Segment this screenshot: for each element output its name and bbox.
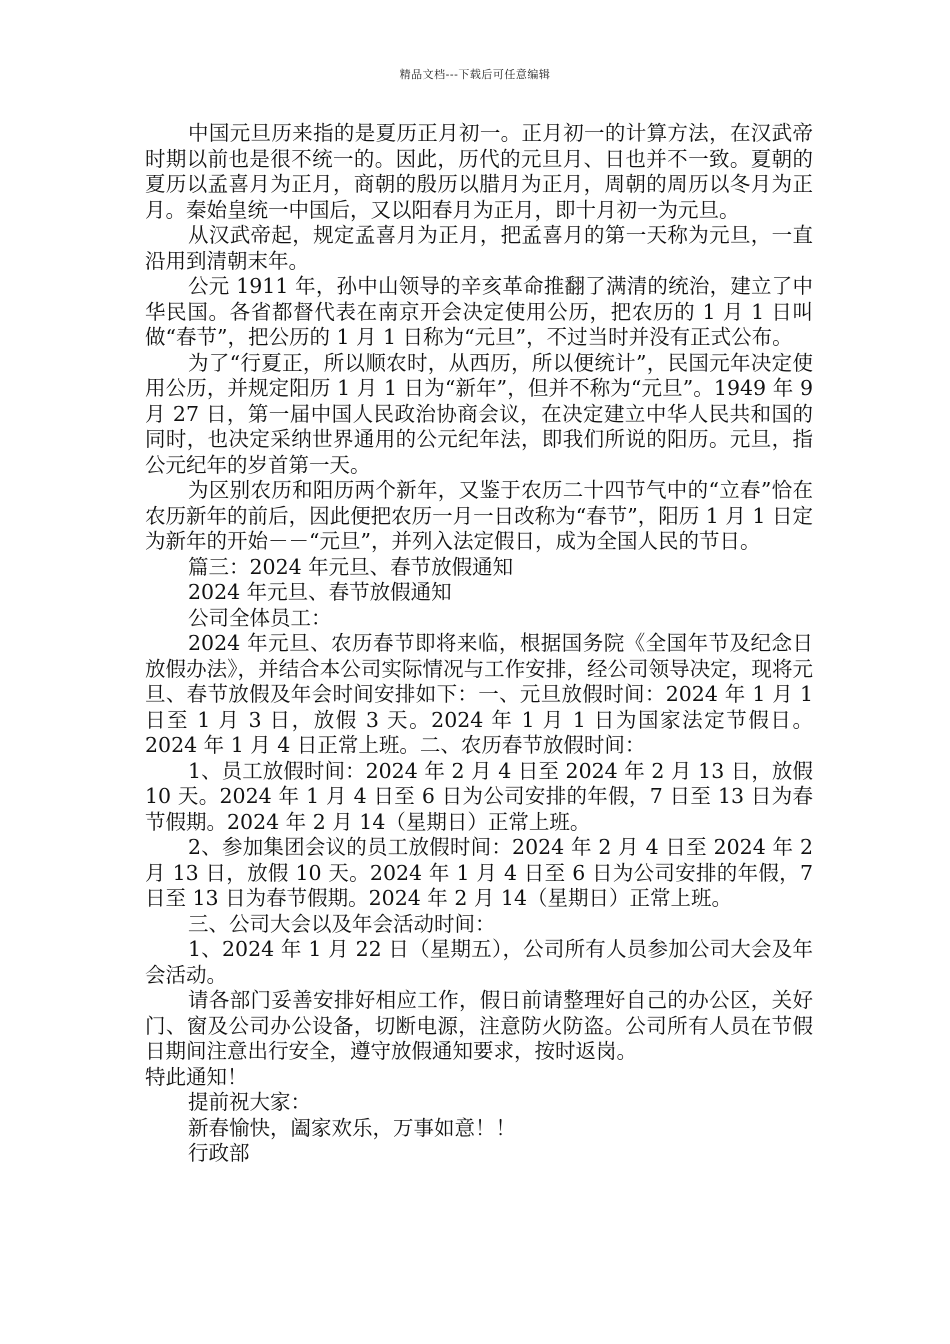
paragraph: 中国元旦历来指的是夏历正月初一。正月初一的计算方法，在汉武帝时期以前也是很不统一的。因此，历代的元旦月、日也并不一致。夏朝的夏历以孟喜月为正月，商朝的殷历以腊月为正月，周朝的周历以冬月为正月。秦始皇统一中国后，又以阳春月为正月，即十月初一为元旦。 (145, 121, 813, 222)
paragraph: 三、公司大会以及年会活动时间： (188, 911, 496, 936)
wishes: 新春愉快，阖家欢乐，万事如意！！ (188, 1115, 516, 1140)
notice-title: 2024 年元旦、春节放假通知 (188, 580, 452, 604)
paragraph: 为了“行夏正，所以顺农时，从西历，所以便统计”，民国元年决定使用公历，并规定阳历 1 月 1 日为“新年”，但并不称为“元旦”。1949 年 9 月 27 日，第一届中国人民政治协商会议，在决定建立中华人民共和国的同时，也决定采纳世界通用的公元纪年法，即我们所说的阳历。元旦，指公元纪年的岁首第一天。 (145, 350, 813, 477)
closing-line: 特此通知！ (145, 1064, 248, 1089)
paragraph: 请各部门妥善安排好相应工作，假日前请整理好自己的办公区，关好门、窗及公司办公设备，切断电源，注意防火防盗。公司所有人员在节假日期间注意出行安全，遵守放假通知要求，按时返岗。 (145, 988, 813, 1063)
paragraph: 2024 年元旦、农历春节即将来临，根据国务院《全国年节及纪念日放假办法》，并结合本公司实际情况与工作安排，经公司领导决定，现将元旦、春节放假及年会时间安排如下：一、元旦放假时间：2024 年 1 月 1 日至 1 月 3 日，放假 3 天。2024 年 1 月 1 日为国家法定节假日。2024 年 1 月 4 日正常上班。二、农历春节放假时间： (145, 631, 813, 757)
paragraph: 1、2024 年 1 月 22 日（星期五），公司所有人员参加公司大会及年会活动。 (145, 937, 813, 987)
signature: 行政部 (188, 1141, 250, 1165)
paragraph: 公元 1911 年，孙中山领导的辛亥革命推翻了满清的统治，建立了中华民国。各省都督代表在南京开会决定使用公历，把农历的 1 月 1 日叫做“春节”，把公历的 1 月 1 日称为“元旦”，不过当时并没有正式公布。 (145, 274, 813, 349)
paragraph: 1、员工放假时间：2024 年 2 月 4 日至 2024 年 2 月 13 日，放假 10 天。2024 年 1 月 4 日至 6 日为公司安排的年假，7 日至 13 日为春节假期。2024 年 2 月 14（星期日）正常上班。 (145, 758, 813, 834)
salutation: 公司全体员工： (188, 605, 332, 630)
paragraph: 从汉武帝起，规定孟喜月为正月，把孟喜月的第一天称为元旦，一直沿用到清朝末年。 (145, 223, 813, 273)
page-header: 精品文档---下载后可任意编辑 (399, 68, 551, 81)
document-body (145, 121, 813, 1167)
section-heading: 篇三：2024 年元旦、春节放假通知 (188, 554, 514, 579)
paragraph: 2、参加集团会议的员工放假时间：2024 年 2 月 4 日至 2024 年 2 月 13 日，放假 10 天。2024 年 1 月 4 日至 6 日为公司安排的年假，7 日至 13 日为春节假期。2024 年 2 月 14（星期日）正常上班。 (145, 835, 813, 910)
greeting: 提前祝大家： (188, 1090, 311, 1114)
paragraph: 为区别农历和阳历两个新年，又鉴于农历二十四节气中的“立春”恰在农历新年的前后，因此便把农历一月一日改称为“春节”，阳历 1 月 1 日定为新年的开始－－“元旦”，并列入法定假日，成为全国人民的节日。 (145, 478, 813, 553)
